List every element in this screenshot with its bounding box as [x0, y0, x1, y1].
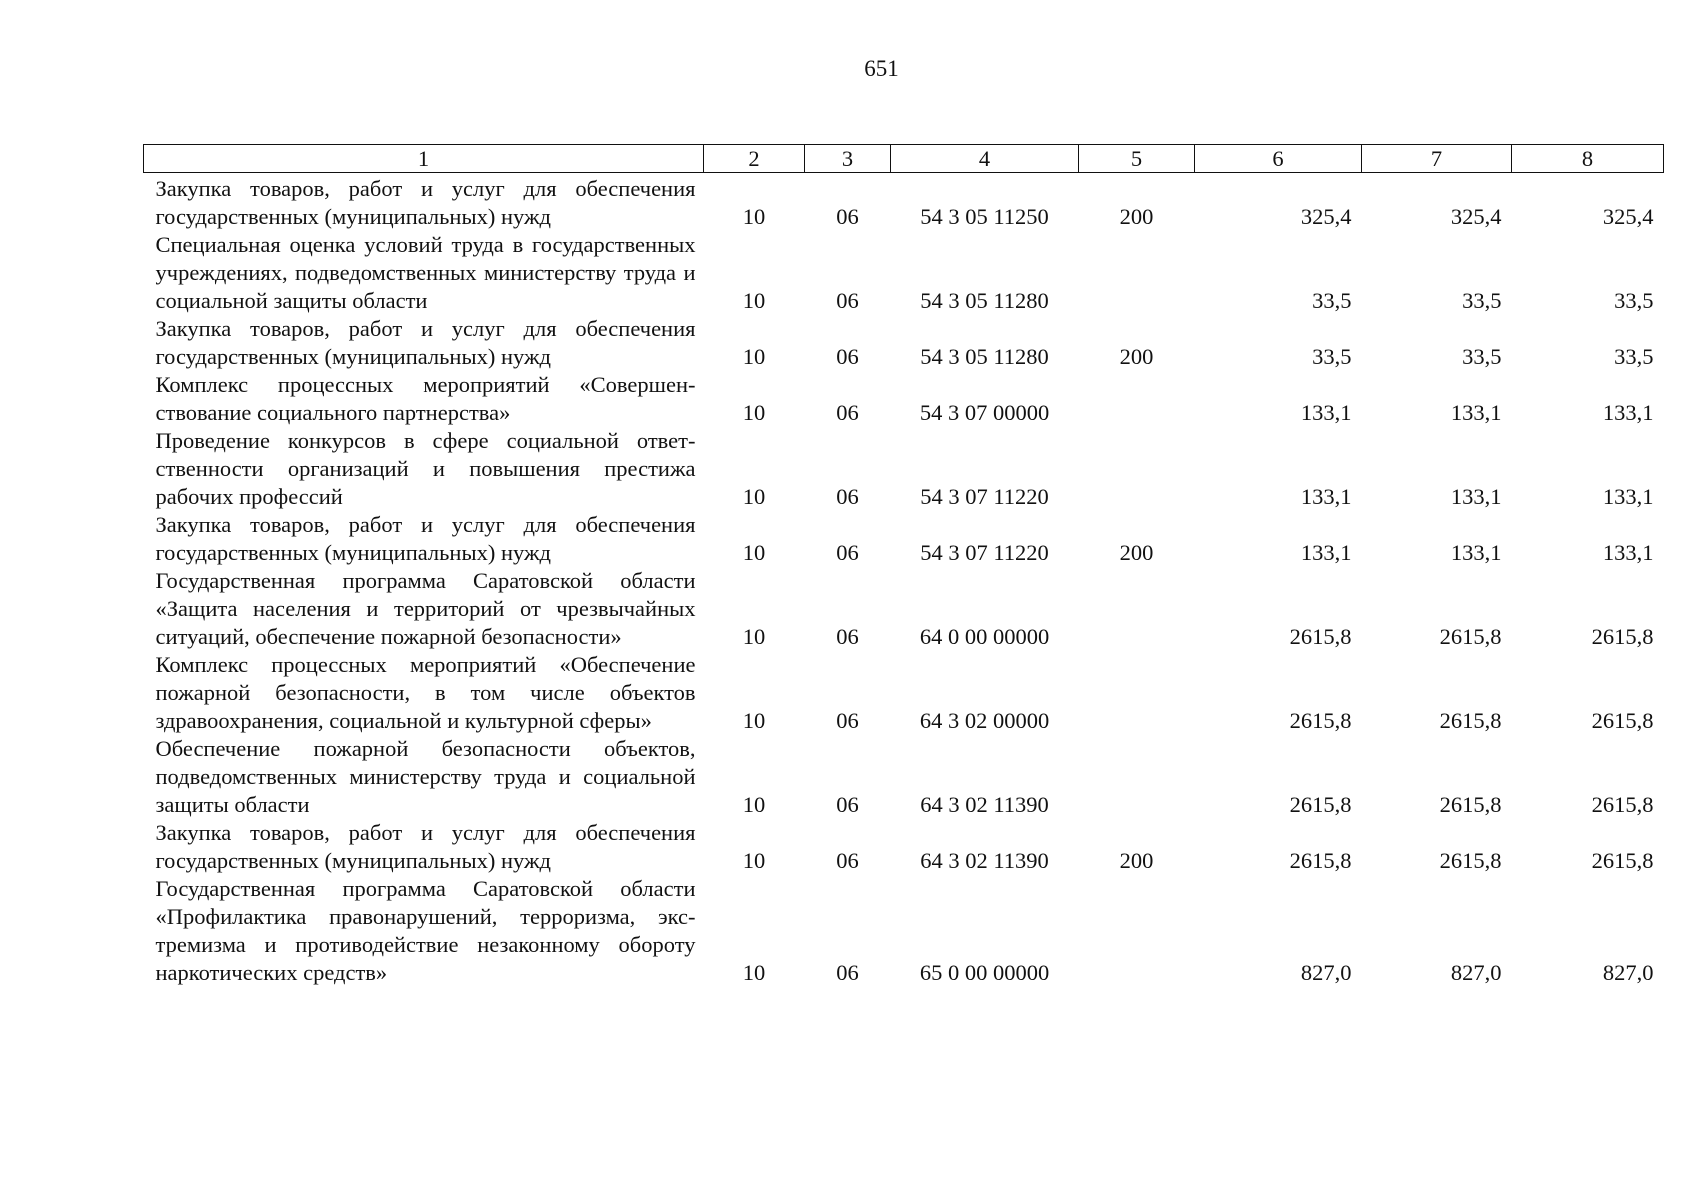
row-name: Комплекс процессных мероприятий «Обеспечение пожарной безопасности, в том числе объектов здравоохранения, социальной и культурной сферы»	[155, 652, 696, 733]
table-row	[144, 567, 1664, 651]
header-col-6: 6	[1195, 145, 1362, 173]
row-section: 10	[742, 960, 766, 985]
row-expense-type: 200	[1119, 344, 1154, 369]
row-name: Комплекс процессных мероприятий «Совершенствование социального партнерства»	[155, 372, 696, 425]
row-section: 10	[742, 344, 766, 369]
row-subsection: 06	[836, 624, 859, 649]
row-amount-2: 2615,8	[1439, 792, 1502, 817]
row-expense-type	[1079, 231, 1195, 315]
row-subsection: 06	[836, 848, 859, 873]
row-name: Государственная программа Саратовской области «Профилактика правонарушений, терроризма, экстремизма и противодействие незаконному обороту наркотических средств»	[155, 876, 696, 985]
row-subsection: 06	[836, 708, 859, 733]
header-col-1: 1	[144, 145, 704, 173]
row-target-code: 64 0 00 00000	[919, 624, 1050, 649]
row-amount-1: 2615,8	[1289, 624, 1352, 649]
row-section: 10	[742, 624, 766, 649]
row-amount-2: 325,4	[1450, 204, 1502, 229]
header-col-8: 8	[1512, 145, 1664, 173]
row-amount-2: 33,5	[1462, 288, 1502, 313]
row-subsection: 06	[836, 484, 859, 509]
row-expense-type: 200	[1119, 848, 1154, 873]
row-name: Обеспечение пожарной безопасности объектов, подведомственных министерству труда и социальной защиты области	[155, 736, 696, 817]
table-row	[144, 231, 1664, 315]
row-target-code: 54 3 07 00000	[919, 400, 1050, 425]
row-name: Государственная программа Саратовской области «Защита населения и территорий от чрезвычайных ситуаций, обеспечение пожарной безопасности»	[155, 568, 696, 649]
row-amount-3: 2615,8	[1591, 792, 1654, 817]
row-subsection: 06	[836, 792, 859, 817]
table-row	[144, 735, 1664, 819]
row-name: Закупка товаров, работ и услуг для обеспечения государственных (муниципальных) нужд	[155, 820, 696, 873]
row-target-code: 64 3 02 11390	[920, 848, 1049, 873]
row-amount-3: 2615,8	[1591, 708, 1654, 733]
row-target-code: 54 3 05 11250	[920, 204, 1049, 229]
row-amount-3: 133,1	[1602, 540, 1654, 565]
row-amount-2: 2615,8	[1439, 848, 1502, 873]
row-subsection: 06	[836, 400, 859, 425]
row-section: 10	[742, 400, 766, 425]
row-amount-1: 33,5	[1312, 288, 1352, 313]
row-section: 10	[742, 540, 766, 565]
row-subsection: 06	[836, 960, 859, 985]
table-header	[144, 145, 1664, 173]
row-amount-3: 827,0	[1602, 960, 1654, 985]
row-amount-1: 133,1	[1300, 400, 1352, 425]
row-name: Закупка товаров, работ и услуг для обеспечения государственных (муниципальных) нужд	[155, 512, 696, 565]
row-amount-2: 33,5	[1462, 344, 1502, 369]
header-row	[144, 145, 1664, 173]
table-row	[144, 315, 1664, 371]
table-row	[144, 173, 1664, 232]
row-amount-2: 133,1	[1450, 484, 1502, 509]
row-section: 10	[742, 708, 766, 733]
row-amount-3: 133,1	[1602, 484, 1654, 509]
row-amount-2: 827,0	[1450, 960, 1502, 985]
row-name: Закупка товаров, работ и услуг для обеспечения государственных (муниципальных) нужд	[155, 316, 696, 369]
row-target-code: 65 0 00 00000	[919, 960, 1050, 985]
row-target-code: 64 3 02 00000	[919, 708, 1050, 733]
header-col-5: 5	[1079, 145, 1195, 173]
header-col-4: 4	[891, 145, 1079, 173]
header-col-3: 3	[805, 145, 891, 173]
row-name: Проведение конкурсов в сфере социальной ответственности организаций и повышения престижа рабочих профессий	[155, 428, 696, 509]
row-amount-3: 33,5	[1614, 288, 1654, 313]
table-body	[144, 173, 1664, 988]
row-section: 10	[742, 792, 766, 817]
row-amount-3: 2615,8	[1591, 624, 1654, 649]
row-amount-1: 2615,8	[1289, 848, 1352, 873]
row-expense-type: 200	[1119, 204, 1154, 229]
table-row	[144, 511, 1664, 567]
row-expense-type	[1079, 427, 1195, 511]
row-target-code: 54 3 07 11220	[920, 484, 1049, 509]
table-row	[144, 651, 1664, 735]
row-expense-type	[1079, 371, 1195, 427]
table-row	[144, 427, 1664, 511]
row-target-code: 54 3 05 11280	[920, 288, 1049, 313]
row-amount-2: 133,1	[1450, 400, 1502, 425]
row-subsection: 06	[836, 540, 859, 565]
row-section: 10	[742, 484, 766, 509]
row-expense-type: 200	[1119, 540, 1154, 565]
budget-table	[143, 144, 1664, 987]
page-number: 651	[864, 56, 899, 81]
row-subsection: 06	[836, 344, 859, 369]
row-section: 10	[742, 288, 766, 313]
row-section: 10	[742, 204, 766, 229]
row-amount-1: 33,5	[1312, 344, 1352, 369]
row-expense-type	[1079, 567, 1195, 651]
header-col-7: 7	[1362, 145, 1512, 173]
row-amount-3: 325,4	[1602, 204, 1654, 229]
header-col-2: 2	[704, 145, 805, 173]
row-expense-type	[1079, 875, 1195, 987]
row-name: Специальная оценка условий труда в государственных учреждениях, подведомственных министерству труда и социальной защиты области	[155, 232, 696, 313]
row-amount-3: 133,1	[1602, 400, 1654, 425]
row-subsection: 06	[836, 204, 859, 229]
row-name: Закупка товаров, работ и услуг для обеспечения государственных (муниципальных) нужд	[155, 176, 696, 229]
table-row	[144, 875, 1664, 987]
row-amount-3: 2615,8	[1591, 848, 1654, 873]
row-amount-1: 133,1	[1300, 484, 1352, 509]
row-amount-2: 133,1	[1450, 540, 1502, 565]
row-amount-1: 325,4	[1300, 204, 1352, 229]
row-expense-type	[1079, 735, 1195, 819]
row-amount-1: 2615,8	[1289, 792, 1352, 817]
row-amount-3: 33,5	[1614, 344, 1654, 369]
row-amount-1: 827,0	[1300, 960, 1352, 985]
row-section: 10	[742, 848, 766, 873]
row-amount-2: 2615,8	[1439, 708, 1502, 733]
row-expense-type	[1079, 651, 1195, 735]
row-target-code: 54 3 07 11220	[920, 540, 1049, 565]
table-row	[144, 371, 1664, 427]
table-row	[144, 819, 1664, 875]
row-amount-1: 133,1	[1300, 540, 1352, 565]
row-target-code: 64 3 02 11390	[920, 792, 1049, 817]
row-target-code: 54 3 05 11280	[920, 344, 1049, 369]
row-amount-2: 2615,8	[1439, 624, 1502, 649]
row-amount-1: 2615,8	[1289, 708, 1352, 733]
row-subsection: 06	[836, 288, 859, 313]
